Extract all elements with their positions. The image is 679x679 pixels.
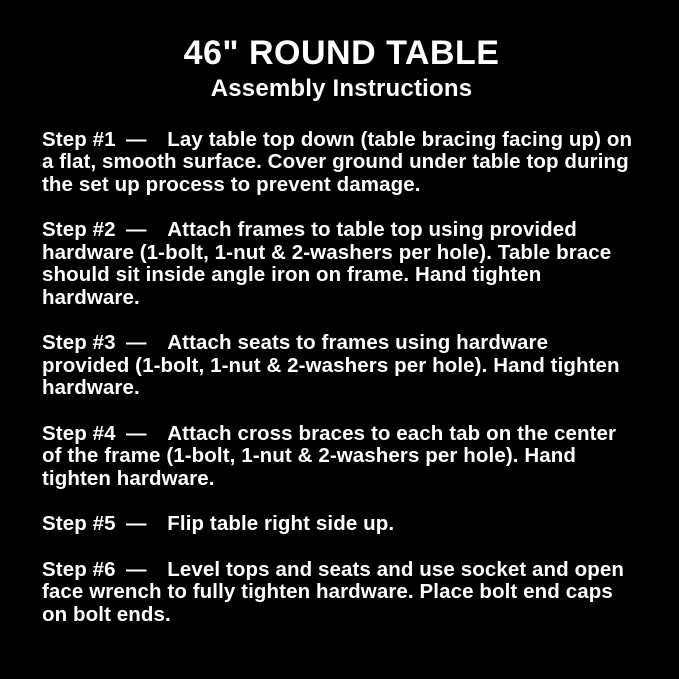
step-label: Step #6 — [42, 557, 116, 581]
step-label: Step #3 — [42, 331, 116, 355]
step-paragraph-1 — [42, 129, 641, 197]
page-subtitle: Assembly Instructions — [210, 75, 473, 103]
step-label: Step #2 — [42, 218, 116, 242]
step-separator: — — [115, 421, 168, 445]
step-label: Step #4 — [42, 421, 116, 445]
step-text: Flip table right side up. — [167, 512, 395, 536]
step-paragraph-5 — [42, 513, 641, 536]
step-separator: — — [115, 127, 168, 151]
step-paragraph-3 — [42, 332, 641, 400]
step-text: Level tops and seats and use socket and open face wrench to fully tighten hardware. Place bolt end caps on bolt ends. — [42, 557, 624, 626]
page-title: 46" ROUND TABLE — [183, 34, 500, 72]
step-separator: — — [115, 557, 168, 581]
step-paragraph-4 — [42, 423, 641, 491]
step-separator: — — [115, 331, 168, 355]
step-separator: — — [115, 512, 168, 536]
step-text: Attach frames to table top using provided hardware (1-bolt, 1-nut & 2-washers per hole). Table brace should sit inside angle iron on frame. Hand tighten hardware. — [42, 218, 612, 309]
step-paragraph-6 — [42, 559, 641, 627]
step-text: Attach cross braces to each tab on the center of the frame (1-bolt, 1-nut & 2-washers per hole). Hand tighten hardware. — [42, 421, 617, 490]
step-label: Step #1 — [42, 127, 116, 151]
step-text: Attach seats to frames using hardware provided (1-bolt, 1-nut & 2-washers per hole). Hand tighten hardware. — [42, 331, 620, 400]
step-separator: — — [115, 218, 168, 242]
steps-list — [42, 129, 641, 627]
step-text: Lay table top down (table bracing facing up) on a flat, smooth surface. Cover ground under table top during the set up process to prevent damage. — [42, 127, 633, 196]
step-paragraph-2 — [42, 219, 641, 309]
step-label: Step #5 — [42, 512, 116, 536]
